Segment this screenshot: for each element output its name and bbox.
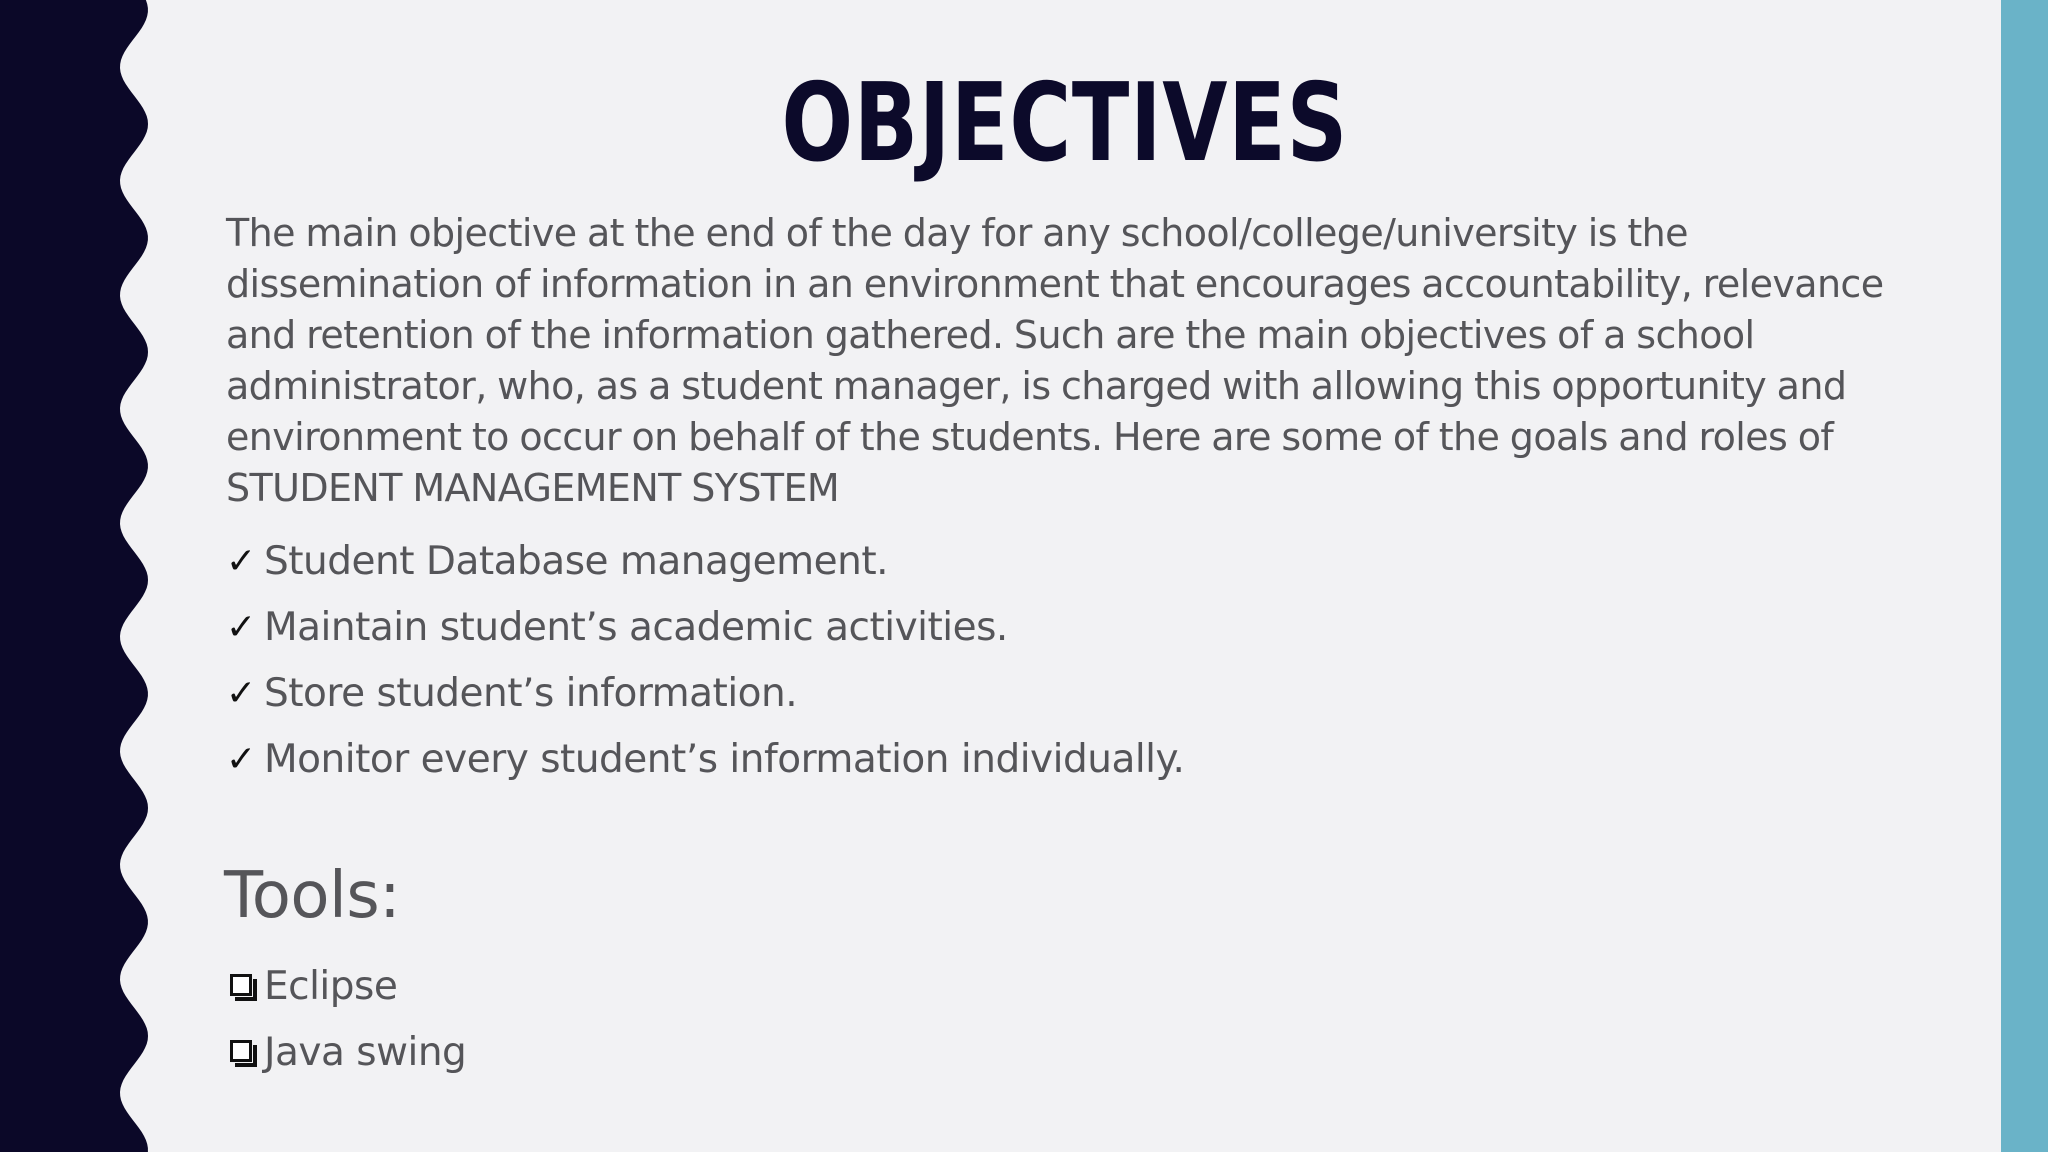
tools-list: [226, 953, 466, 1085]
tool-item: [226, 1019, 466, 1085]
checkbox-icon: [230, 1040, 254, 1064]
check-mark-icon: ✓: [226, 540, 256, 582]
goal-text: Store student’s information.: [264, 670, 798, 716]
check-mark-icon: ✓: [226, 672, 256, 714]
goal-item: [226, 594, 1184, 660]
checkbox-icon: [230, 974, 254, 998]
slide-title: OBJECTIVES: [781, 61, 1349, 186]
tool-text: Java swing: [264, 1029, 467, 1075]
intro-paragraph: The main objective at the end of the day for any school/college/university is the dissemination of information in an environment that encourages accountability, relevance and retention of the information gathered. Such are the main objectives of a school administrator, who, as a student manager, is charged with allowing this opportunity and environment to occur on behalf of the students. Here are some of the goals and roles of STUDENT MANAGEMENT SYSTEM: [226, 211, 1884, 510]
tool-text: Eclipse: [264, 963, 398, 1009]
goals-list: [226, 528, 1184, 792]
goal-text: Monitor every student’s information individually.: [264, 736, 1185, 782]
check-mark-icon: ✓: [226, 738, 256, 780]
goal-item: [226, 528, 1184, 594]
goal-item: [226, 726, 1184, 792]
goal-text: Student Database management.: [264, 538, 889, 584]
wavy-left-band: [0, 0, 160, 1152]
check-mark-icon: ✓: [226, 606, 256, 648]
goal-item: [226, 660, 1184, 726]
tools-heading: Tools:: [224, 859, 401, 933]
goal-text: Maintain student’s academic activities.: [264, 604, 1008, 650]
tool-item: [226, 953, 466, 1019]
right-accent-strip: [2001, 0, 2048, 1152]
